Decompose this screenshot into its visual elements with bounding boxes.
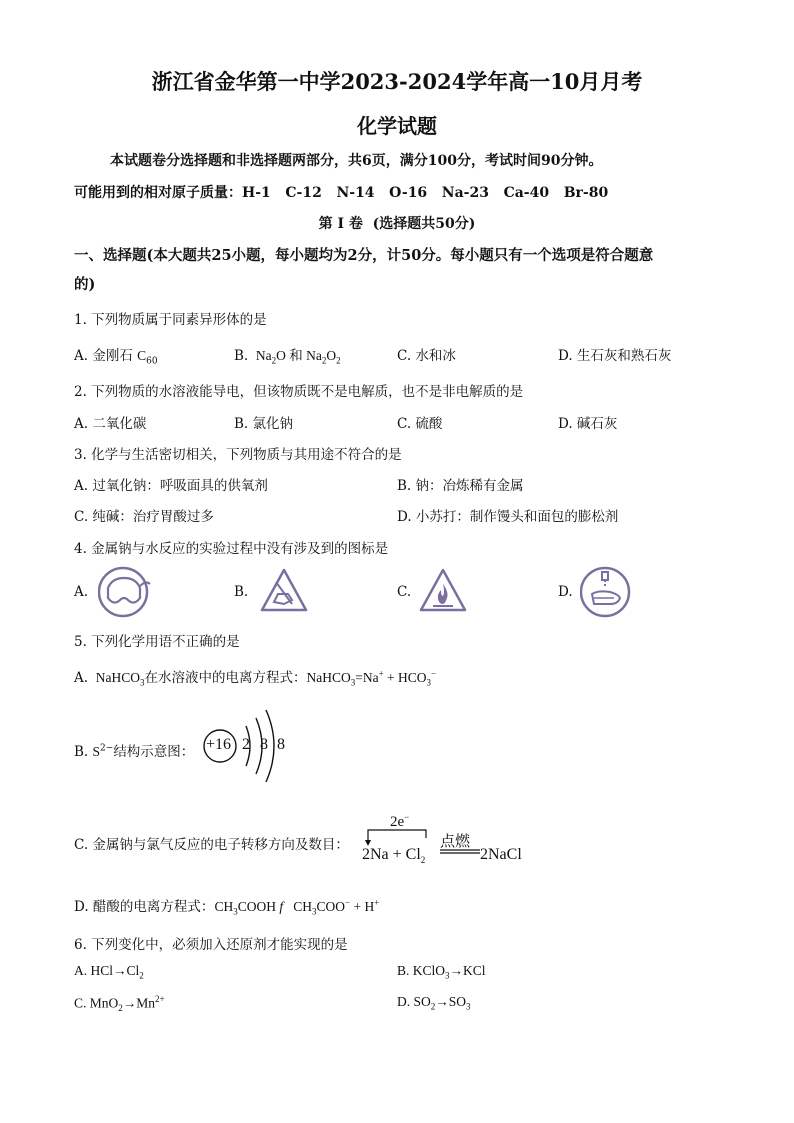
question-5-stem: 5. 下列化学用语不正确的是 [74, 634, 240, 650]
q3-option-b[interactable]: B. 钠：冶炼稀有金属 [397, 478, 524, 494]
q5-option-a-equation: NaHCO$_3$=Na+ + $HCO_3^-$ [306, 668, 437, 688]
q6-option-d[interactable]: D. $SO_2\to SO_3$ [397, 994, 471, 1012]
q5-option-b[interactable] [74, 740, 194, 760]
q4-option-c-label[interactable]: C. [397, 584, 412, 600]
question-4-stem: 4. 金属钠与水反应的实验过程中没有涉及到的图标是 [74, 541, 389, 557]
section-heading: 一、选择题(本大题共25小题，每小题均为2分，计50分。每小题只有一个选项是符合题意 [74, 247, 654, 264]
electron-transfer-equation [362, 808, 542, 868]
q1-option-a[interactable] [74, 344, 158, 367]
q5-option-b-label: B. [74, 744, 89, 760]
q2-option-c[interactable]: C. 硫酸 [397, 416, 443, 432]
exam-intro: 本试题卷分选择题和非选择题两部分，共6页，满分100分，考试时间90分钟。 [110, 153, 603, 169]
q3-option-d[interactable]: D. 小苏打：制作馒头和面包的膨松剂 [397, 509, 619, 525]
q5-option-a[interactable] [74, 666, 436, 688]
q5-option-b-ion: S [92, 744, 101, 759]
question-2-stem: 2. 下列物质的水溶液能导电，但该物质既不是电解质，也不是非电解质的是 [74, 384, 524, 400]
q1-option-b[interactable] [234, 344, 341, 366]
question-3-stem: 3. 化学与生活密切相关，下列物质与其用途不符合的是 [74, 447, 402, 463]
q5-option-b-charge: 2− [100, 743, 114, 754]
q2-option-b[interactable]: B. 氯化钠 [234, 416, 294, 432]
hand-protection-icon [258, 566, 310, 618]
nucleus-charge: +16 [206, 736, 232, 753]
atomic-masses: 可能用到的相对原子质量：H-1 C-12 N-14 O-16 Na-23 Ca-40 Br-80 [74, 185, 609, 201]
q1-option-a-label: A. 金刚石 [74, 348, 133, 364]
reaction-condition: 点燃 [440, 832, 471, 850]
q4-option-d-label[interactable]: D. [558, 584, 573, 600]
q3-option-a[interactable]: A. 过氧化钠：呼吸面具的供氧剂 [74, 478, 268, 494]
part-heading: 第 I 卷 (选择题共50分) [318, 216, 476, 232]
q1-option-a-sub: 60 [146, 356, 158, 367]
q5-option-d-label: D. 醋酸的电离方程式： [74, 899, 215, 915]
q5-option-c-label[interactable]: C. 金属钠与氯气反应的电子转移方向及数目： [74, 837, 349, 853]
q5-option-a-label: A. [74, 670, 89, 686]
transferred-electrons: 2e− [390, 812, 410, 830]
q2-option-d[interactable]: D. 碱石灰 [558, 416, 618, 432]
q5-option-d-equation: $CH_3COOH$ f $CH_3COO^- + H^+$ [214, 897, 380, 917]
section-heading-cont: 的) [74, 276, 96, 293]
q1-option-b-chem: $Na_2O$ 和 $Na_2O_2$ [252, 348, 341, 366]
q6-option-c[interactable]: C. $MnO_2\to Mn^{2+}$ [74, 994, 165, 1014]
q3-option-c[interactable]: C. 纯碱：治疗胃酸过多 [74, 509, 214, 525]
flame-icon [417, 566, 469, 618]
question-6-stem: 6. 下列变化中，必须加入还原剂才能实现的是 [74, 937, 348, 953]
shell-1-electrons: 2 [242, 736, 250, 753]
q5-option-a-text: 在水溶液中的电离方程式： [144, 670, 307, 686]
goggles-icon [98, 566, 150, 618]
q4-option-a-label[interactable]: A. [74, 584, 89, 600]
subject-title: 化学试题 [357, 114, 437, 138]
q5-option-d[interactable] [74, 895, 379, 917]
q5-option-a-formula: NaHCO$_3$ [92, 670, 145, 688]
q2-option-a[interactable]: A. 二氧化碳 [74, 416, 147, 432]
q1-option-d[interactable]: D. 生石灰和熟石灰 [558, 348, 672, 364]
q5-option-b-text: 结构示意图： [113, 744, 195, 760]
wash-hands-icon [580, 566, 632, 618]
q1-option-a-chem: C [137, 348, 147, 363]
q6-option-a[interactable]: A. $HCl\to Cl_2$ [74, 963, 144, 981]
q4-option-b-label[interactable]: B. [234, 584, 249, 600]
q1-option-c[interactable]: C. 水和冰 [397, 348, 456, 364]
question-1-stem: 1. 下列物质属于同素异形体的是 [74, 312, 267, 328]
reaction-rhs: 2NaCl [480, 846, 522, 863]
shell-2-electrons: 8 [260, 736, 268, 753]
sulfide-ion-structure-diagram [200, 706, 300, 786]
shell-3-electrons: 8 [277, 736, 285, 753]
reaction-lhs: $2Na + Cl_2$ [362, 846, 426, 866]
exam-title: 浙江省金华第一中学2023-2024学年高一10月月考 [151, 69, 643, 94]
q1-option-b-label: B. [234, 348, 249, 364]
q6-option-b[interactable]: B. KClO$_3$→KCl [397, 963, 486, 981]
